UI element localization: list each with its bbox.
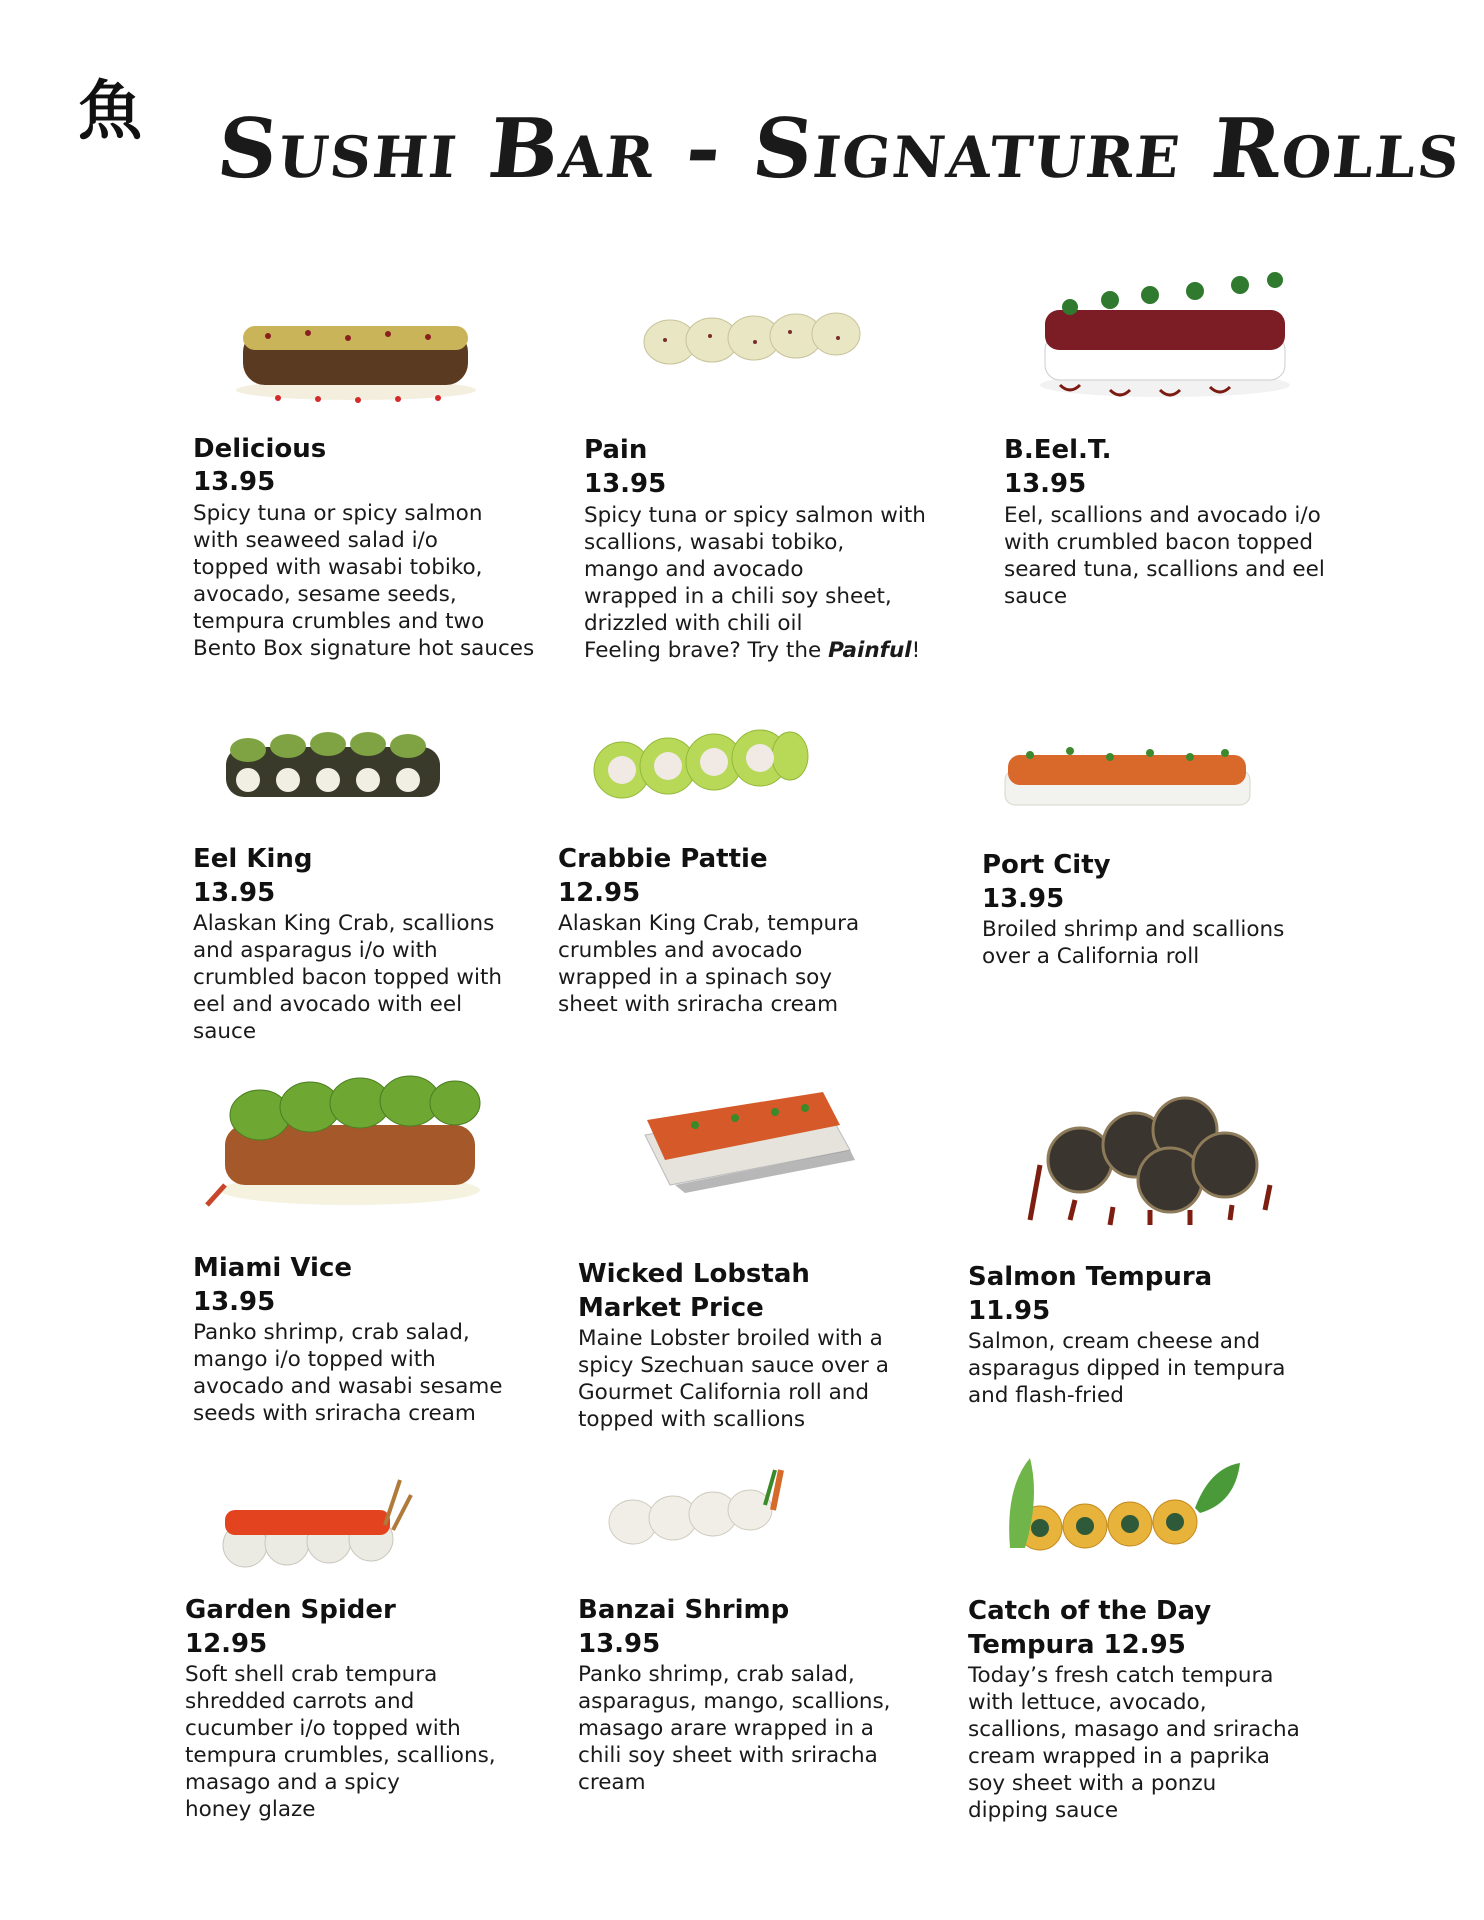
item-description (578, 1661, 891, 1796)
description-line: asparagus dipped in tempura (968, 1356, 1286, 1381)
item-price: 11.95 (968, 1296, 1051, 1326)
description-line: mango and avocado (584, 557, 804, 582)
item-description (185, 1661, 496, 1823)
description-line: Salmon, cream cheese and (968, 1329, 1261, 1354)
item-name: Catch of the Day (968, 1596, 1212, 1626)
description-line: crumbled bacon topped with (193, 965, 503, 990)
item-name: Banzai Shrimp (578, 1595, 790, 1625)
page-title: Sushi Bar - Signature Rolls (212, 101, 1467, 197)
description-line: crumbles and avocado (558, 938, 803, 963)
description-line: drizzled with chili oil (584, 611, 803, 636)
item-description (968, 1328, 1285, 1409)
item-name: Wicked Lobstah (578, 1259, 810, 1289)
roll-photo (605, 1460, 790, 1560)
roll-photo (635, 1080, 855, 1195)
item-price: 12.95 (185, 1629, 268, 1659)
description-line: Eel, scallions and avocado i/o (1004, 503, 1321, 528)
description-line: Feeling brave? Try the Painful! (584, 638, 921, 663)
roll-photo (1030, 265, 1300, 405)
description-line: Soft shell crab tempura (185, 1662, 438, 1687)
item-price: 13.95 (578, 1629, 661, 1659)
description-line: tempura crumbles, scallions, (185, 1743, 496, 1768)
description-line: wrapped in a chili soy sheet, (584, 584, 892, 609)
item-description (193, 910, 502, 1045)
description-line: wrapped in a spinach soy (558, 965, 833, 990)
description-line: with crumbled bacon topped (1004, 530, 1314, 555)
description-line: honey glaze (185, 1797, 316, 1822)
description-line: topped with scallions (578, 1407, 806, 1432)
description-line: masago arare wrapped in a (578, 1716, 874, 1741)
description-line: soy sheet with a ponzu (968, 1771, 1217, 1796)
roll-photo (1000, 1080, 1290, 1230)
item-price: Market Price (578, 1293, 764, 1323)
item-description (968, 1662, 1300, 1824)
description-line: cream wrapped in a paprika (968, 1744, 1270, 1769)
roll-photo (228, 300, 483, 405)
item-description (1004, 502, 1325, 610)
description-line: Maine Lobster broiled with a (578, 1326, 883, 1351)
description-line: sheet with sriracha cream (558, 992, 839, 1017)
description-line: over a California roll (982, 944, 1200, 969)
item-price: 13.95 (1004, 469, 1087, 499)
item-name: Garden Spider (185, 1595, 396, 1625)
description-line: Spicy tuna or spicy salmon with (584, 503, 926, 528)
item-price: 13.95 (193, 878, 276, 908)
description-line: shredded carrots and (185, 1689, 415, 1714)
roll-photo (640, 300, 865, 375)
description-line: with seaweed salad i/o (193, 528, 438, 553)
roll-photo (205, 1055, 495, 1215)
description-line: and asparagus i/o with (193, 938, 438, 963)
description-line: Panko shrimp, crab salad, (193, 1320, 470, 1345)
description-line: mango i/o topped with (193, 1347, 436, 1372)
item-description (982, 916, 1284, 970)
roll-photo (590, 722, 810, 807)
painful-emphasis: Painful (828, 638, 912, 663)
description-line: sauce (1004, 584, 1068, 609)
description-line: spicy Szechuan sauce over a (578, 1353, 889, 1378)
description-line: Broiled shrimp and scallions (982, 917, 1285, 942)
item-price: Tempura 12.95 (968, 1630, 1186, 1660)
roll-photo (1000, 1448, 1245, 1573)
description-line: Alaskan King Crab, scallions (193, 911, 495, 936)
item-name: Pain (584, 435, 648, 465)
description-line: Gourmet California roll and (578, 1380, 870, 1405)
item-name: Miami Vice (193, 1253, 353, 1283)
description-line: with lettuce, avocado, (968, 1690, 1207, 1715)
description-line: Panko shrimp, crab salad, (578, 1662, 855, 1687)
description-line: cucumber i/o topped with (185, 1716, 461, 1741)
description-line: scallions, masago and sriracha (968, 1717, 1300, 1742)
item-name: Crabbie Pattie (558, 844, 768, 874)
item-name: Delicious (193, 434, 327, 464)
description-line: asparagus, mango, scallions, (578, 1689, 891, 1714)
item-price: 13.95 (193, 1287, 276, 1317)
item-name: Port City (982, 850, 1111, 880)
description-line: avocado, sesame seeds, (193, 582, 457, 607)
description-line: dipping sauce (968, 1798, 1119, 1823)
item-name: Salmon Tempura (968, 1262, 1213, 1292)
item-price: 12.95 (558, 878, 641, 908)
item-price: 13.95 (584, 469, 667, 499)
item-description (558, 910, 859, 1018)
item-price: 13.95 (982, 884, 1065, 914)
roll-photo (215, 1465, 415, 1575)
description-line: and flash-fried (968, 1383, 1124, 1408)
description-line: eel and avocado with eel (193, 992, 463, 1017)
description-line: Today’s fresh catch tempura (968, 1663, 1274, 1688)
item-description (578, 1325, 889, 1433)
description-line: tempura crumbles and two (193, 609, 485, 634)
description-line: masago and a spicy (185, 1770, 400, 1795)
item-name: B.Eel.T. (1004, 435, 1112, 465)
description-line: Spicy tuna or spicy salmon (193, 501, 483, 526)
roll-photo (218, 722, 448, 807)
roll-photo (1000, 735, 1255, 815)
description-line: chili soy sheet with sriracha (578, 1743, 878, 1768)
description-line: Bento Box signature hot sauces (193, 636, 535, 661)
item-description (193, 1319, 503, 1427)
item-price: 13.95 (193, 467, 276, 497)
description-line: sauce (193, 1019, 257, 1044)
description-line: cream (578, 1770, 646, 1795)
fish-kanji-logo: 魚 (78, 74, 142, 149)
item-description (193, 500, 534, 662)
description-line: seeds with sriracha cream (193, 1401, 476, 1426)
description-line: topped with wasabi tobiko, (193, 555, 483, 580)
item-name: Eel King (193, 844, 313, 874)
description-line: scallions, wasabi tobiko, (584, 530, 845, 555)
description-line: avocado and wasabi sesame (193, 1374, 503, 1399)
item-description (584, 502, 926, 664)
description-line: seared tuna, scallions and eel (1004, 557, 1325, 582)
description-line: Alaskan King Crab, tempura (558, 911, 860, 936)
